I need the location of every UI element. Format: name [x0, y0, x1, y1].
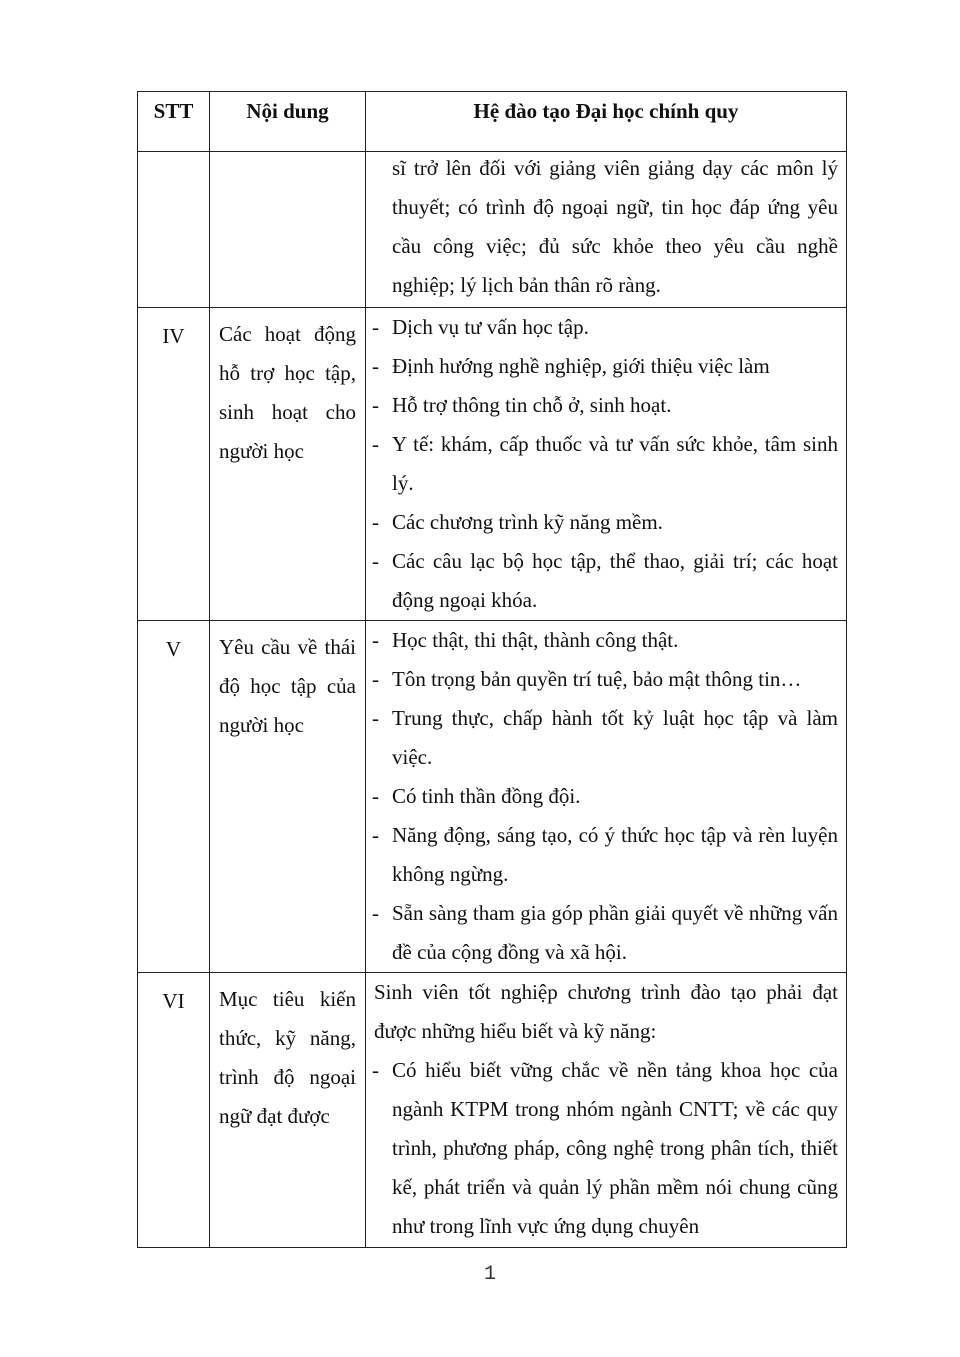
table-header-row [138, 92, 847, 152]
header-stt: STT [138, 92, 210, 152]
program-table [137, 91, 847, 1248]
list-item: - Tôn trọng bản quyền trí tuệ, bảo mật thông tin… [372, 667, 802, 691]
table-row-continuation [138, 152, 847, 308]
row-stt: VI [138, 973, 210, 1248]
page-number: 1 [483, 1263, 496, 1286]
table-row-v [138, 621, 847, 973]
row-content: Mục tiêu kiến thức, kỹ năng, trình độ ngoại ngữ đạt được [210, 973, 366, 1248]
header-content: Nội dung [210, 92, 366, 152]
header-program: Hệ đào tạo Đại học chính quy [366, 92, 847, 152]
list-item: - Có tinh thần đồng đội. [372, 784, 581, 808]
table-row-iv [138, 308, 847, 621]
table-row-vi [138, 973, 847, 1248]
continuation-text: sĩ trở lên đối với giảng viên giảng dạy các môn lý thuyết; có trình độ ngoại ngữ, tin học đáp ứng yêu cầu công việc; đủ sức khỏe theo yêu cầu nghề nghiệp; lý lịch bản thân rõ ràng. [392, 156, 838, 297]
row-content: Yêu cầu về thái độ học tập của người học [210, 621, 366, 973]
list-item: - Năng động, sáng tạo, có ý thức học tập và rèn luyện không ngừng. [372, 823, 838, 886]
list-item: - Hỗ trợ thông tin chỗ ở, sinh hoạt. [372, 393, 672, 417]
list-item: - Các chương trình kỹ năng mềm. [372, 510, 663, 534]
row-intro: Sinh viên tốt nghiệp chương trình đào tạo phải đạt được những hiểu biết và kỹ năng: [374, 980, 838, 1043]
row-stt: V [138, 621, 210, 973]
list-item: - Có hiểu biết vững chắc về nền tảng khoa học của ngành KTPM trong nhóm ngành CNTT; về các quy trình, phương pháp, công nghệ trong phân tích, thiết kế, phát triển và quản lý phần mềm nói chung cũng như trong lĩnh vực ứng dụng chuyên [372, 1058, 838, 1238]
row-content: Các hoạt động hỗ trợ học tập, sinh hoạt cho người học [210, 308, 366, 621]
list-item: - Dịch vụ tư vấn học tập. [372, 315, 589, 339]
list-item: - Các câu lạc bộ học tập, thể thao, giải trí; các hoạt động ngoại khóa. [372, 549, 838, 612]
list-item: - Học thật, thi thật, thành công thật. [372, 628, 679, 652]
row-stt: IV [138, 308, 210, 621]
list-item: - Trung thực, chấp hành tốt kỷ luật học tập và làm việc. [372, 706, 838, 769]
list-item: - Y tế: khám, cấp thuốc và tư vấn sức khỏe, tâm sinh lý. [372, 432, 838, 495]
list-item: - Định hướng nghề nghiệp, giới thiệu việc làm [372, 354, 770, 378]
list-item: - Sẵn sàng tham gia góp phần giải quyết về những vấn đề của cộng đồng và xã hội. [372, 901, 838, 964]
